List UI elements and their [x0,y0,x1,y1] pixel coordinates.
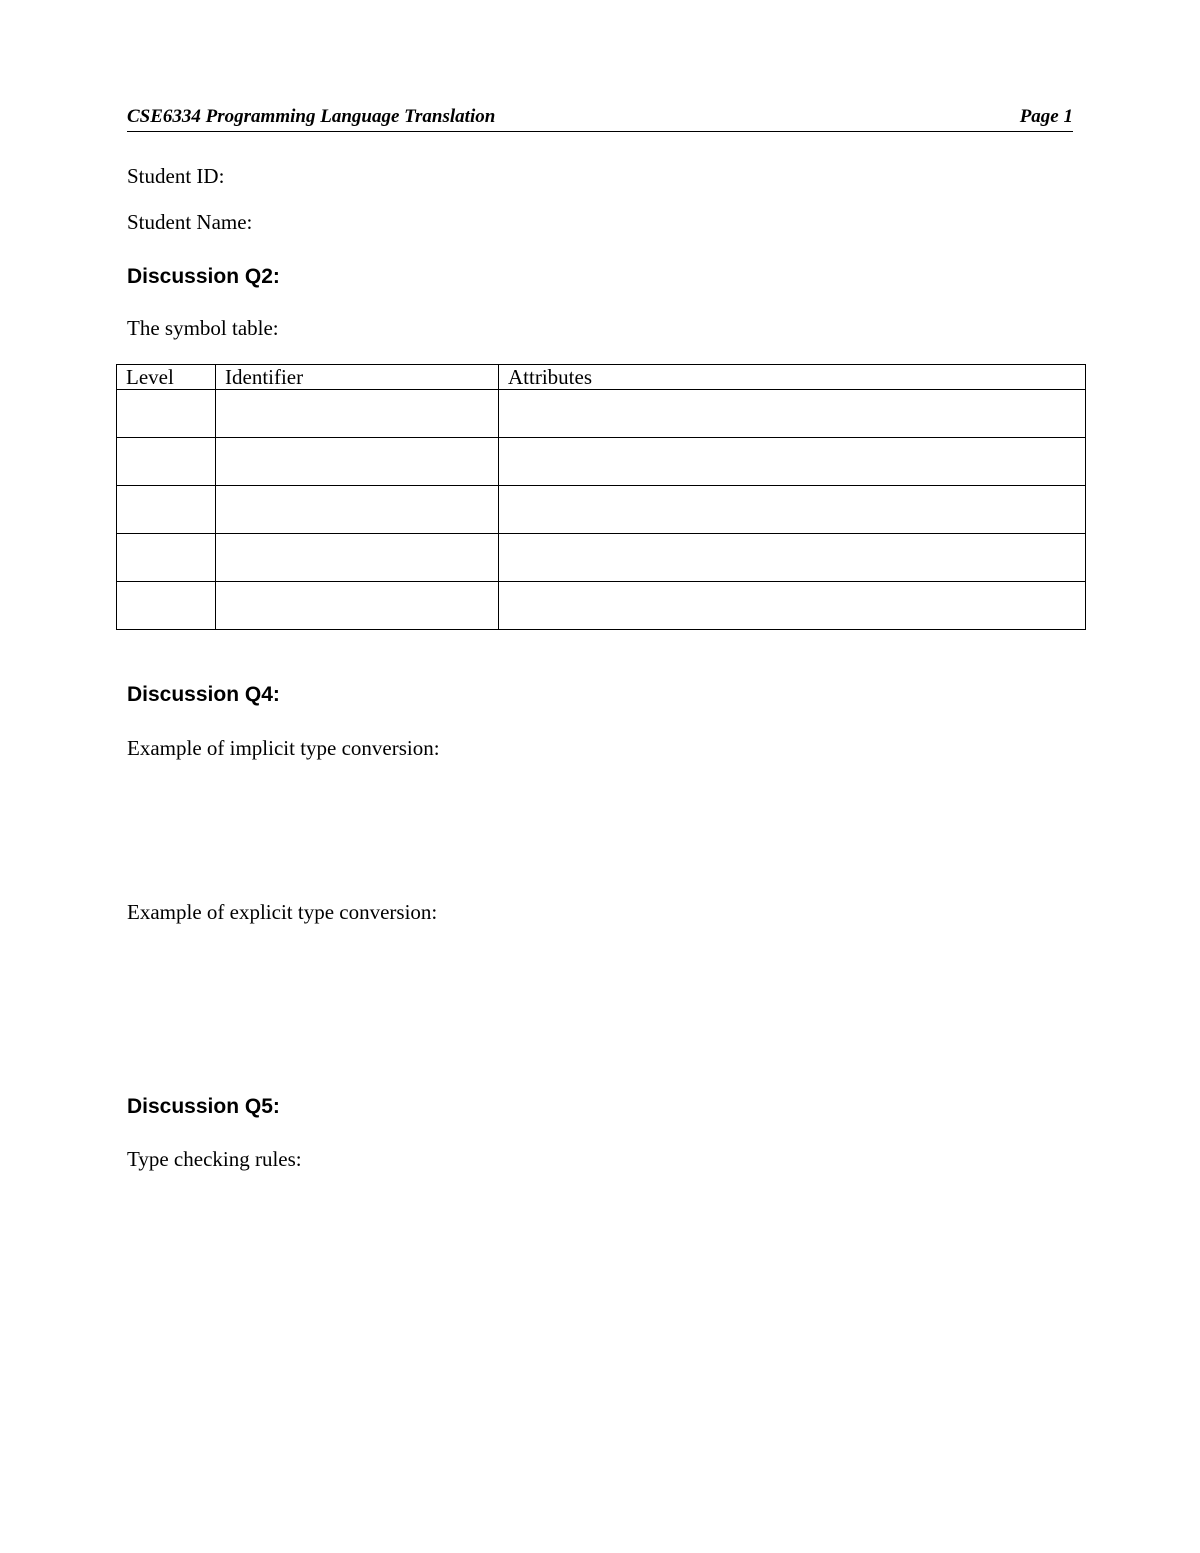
q5-prompt: Type checking rules: [127,1147,302,1171]
identifier-cell[interactable] [216,438,499,486]
identifier-cell[interactable] [216,486,499,534]
column-header-level: Level [117,365,216,390]
table-row [117,438,1086,486]
page-number: Page 1 [1019,106,1073,127]
column-header-attributes: Attributes [499,365,1086,390]
q2-prompt: The symbol table: [127,316,279,340]
q2-heading: Discussion Q2: [127,265,280,288]
course-title: CSE6334 Programming Language Translation [127,106,496,127]
table-row [117,486,1086,534]
attributes-cell[interactable] [499,390,1086,438]
identifier-cell[interactable] [216,582,499,630]
q4-heading: Discussion Q4: [127,683,280,706]
page-header [127,104,1073,132]
table-row [117,534,1086,582]
table-row [117,582,1086,630]
student-id-label: Student ID: [127,164,225,188]
q4-implicit-prompt: Example of implicit type conversion: [127,736,440,760]
level-cell[interactable] [117,582,216,630]
column-header-identifier: Identifier [216,365,499,390]
level-cell[interactable] [117,534,216,582]
symbol-table [116,364,1086,630]
attributes-cell[interactable] [499,534,1086,582]
table-header-row [117,365,1086,390]
q5-heading: Discussion Q5: [127,1095,280,1118]
identifier-cell[interactable] [216,534,499,582]
identifier-cell[interactable] [216,390,499,438]
attributes-cell[interactable] [499,486,1086,534]
attributes-cell[interactable] [499,582,1086,630]
q4-explicit-prompt: Example of explicit type conversion: [127,900,438,924]
level-cell[interactable] [117,390,216,438]
table-row [117,390,1086,438]
student-name-label: Student Name: [127,210,253,234]
attributes-cell[interactable] [499,438,1086,486]
level-cell[interactable] [117,438,216,486]
level-cell[interactable] [117,486,216,534]
